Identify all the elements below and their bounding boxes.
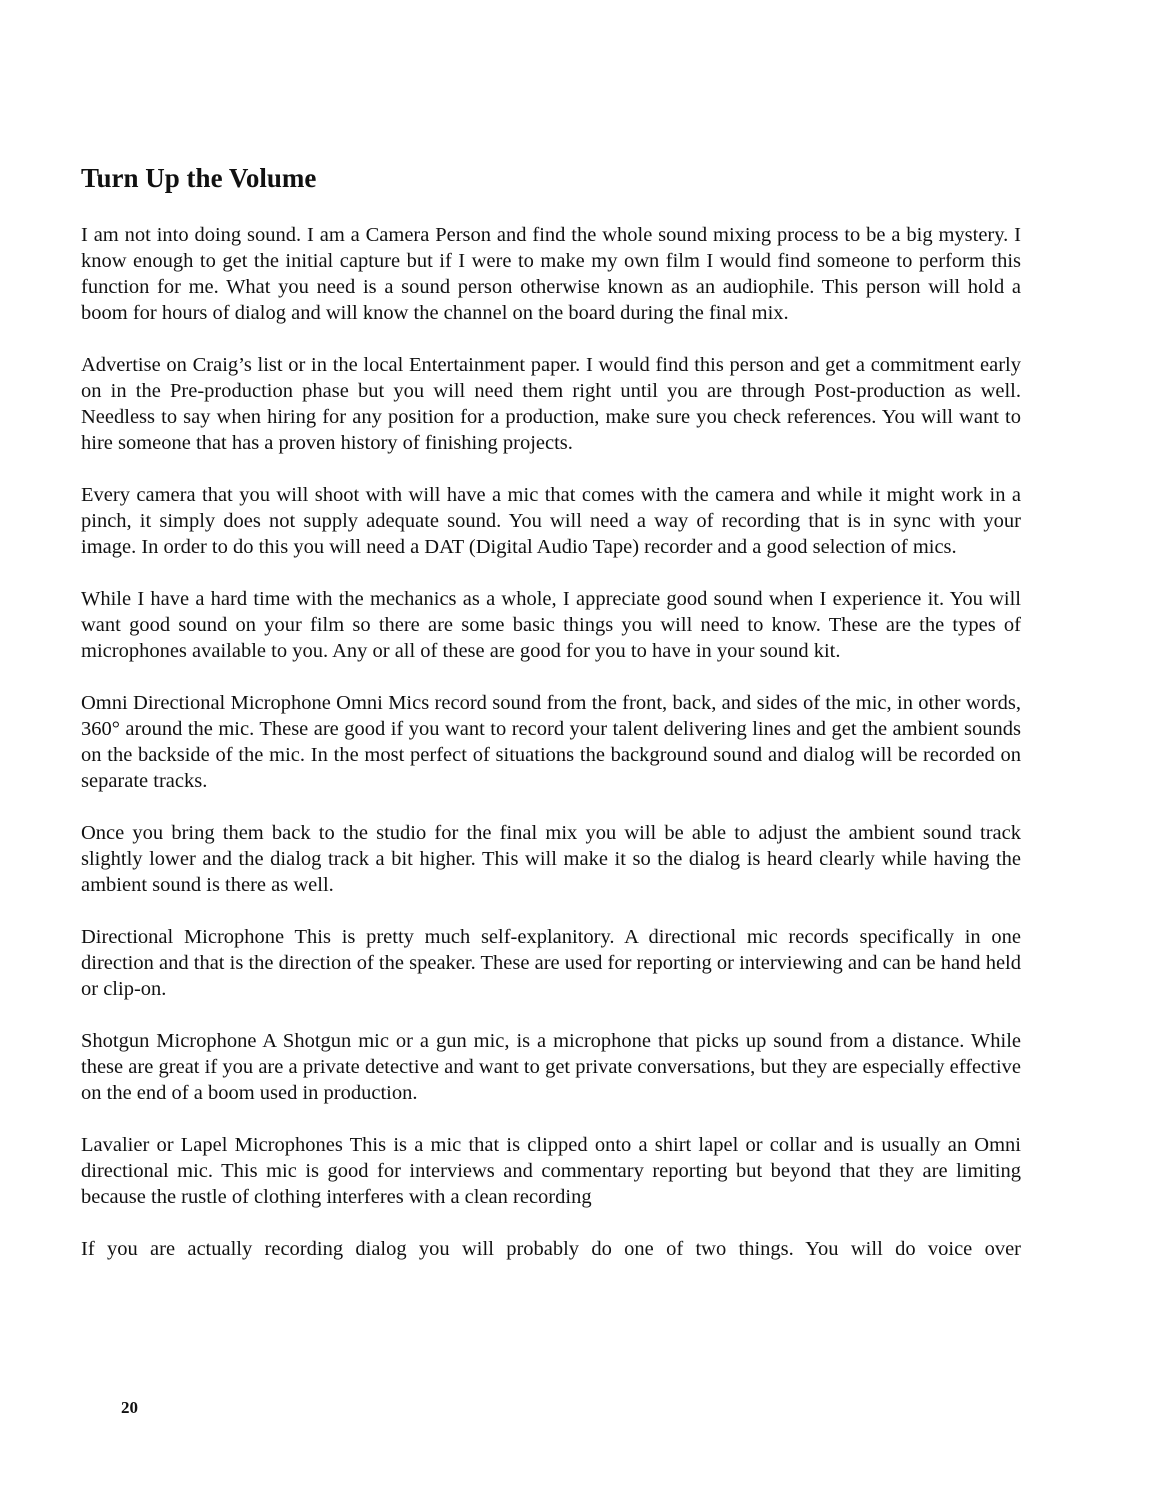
page-number: 20: [121, 1398, 138, 1417]
paragraph-9: Lavalier or Lapel Microphones This is a mic that is clipped onto a shirt lapel or collar and is usually an Omni directional mic. This mic is good for interviews and commentary reporting but beyond that they are limiting because the rustle of clothing interferes with a clean recording: [81, 1134, 1021, 1208]
paragraph-8: Shotgun Microphone A Shotgun mic or a gun mic, is a microphone that picks up sound from a distance. While these are great if you are a private detective and want to get private conversations, but they are especially effective on the end of a boom used in production.: [81, 1030, 1021, 1104]
paragraph-2: Advertise on Craig’s list or in the local Entertainment paper. I would find this person and get a commitment early on in the Pre-production phase but you will need them right until you are through Post-production as well. Needless to say when hiring for any position for a production, make sure you check references. You will want to hire someone that has a proven history of finishing projects.: [81, 354, 1021, 454]
paragraph-6: Once you bring them back to the studio for the final mix you will be able to adjust the ambient sound track slightly lower and the dialog track a bit higher. This will make it so the dialog is heard clearly while having the ambient sound is there as well.: [81, 822, 1021, 896]
paragraph-10: If you are actually recording dialog you will probably do one of two things. You will do voice over: [81, 1238, 1021, 1260]
paragraph-5: Omni Directional Microphone Omni Mics record sound from the front, back, and sides of the mic, in other words, 360° around the mic. These are good if you want to record your talent delivering lines and get the ambient sounds on the backside of the mic. In the most perfect of situations the background sound and dialog will be recorded on separate tracks.: [81, 692, 1021, 792]
page-title: Turn Up the Volume: [81, 163, 317, 193]
paragraph-3: Every camera that you will shoot with will have a mic that comes with the camera and while it might work in a pinch, it simply does not supply adequate sound. You will need a way of recording that is in sync with your image. In order to do this you will need a DAT (Digital Audio Tape) recorder and a good selection of mics.: [81, 484, 1021, 558]
paragraph-7: Directional Microphone This is pretty much self-explanitory. A directional mic records specifically in one direction and that is the direction of the speaker. These are used for reporting or interviewing and can be hand held or clip-on.: [81, 926, 1021, 1000]
paragraph-1: I am not into doing sound. I am a Camera Person and find the whole sound mixing process to be a big mystery. I know enough to get the initial capture but if I were to make my own film I would find someone to perform this function for me. What you need is a sound person otherwise known as an audiophile. This person will hold a boom for hours of dialog and will know the channel on the board during the final mix.: [81, 224, 1021, 324]
body-text: [81, 222, 1021, 1262]
paragraph-4: While I have a hard time with the mechanics as a whole, I appreciate good sound when I experience it. You will want good sound on your film so there are some basic things you will need to know. These are the types of microphones available to you. Any or all of these are good for you to have in your sound kit.: [81, 588, 1021, 662]
